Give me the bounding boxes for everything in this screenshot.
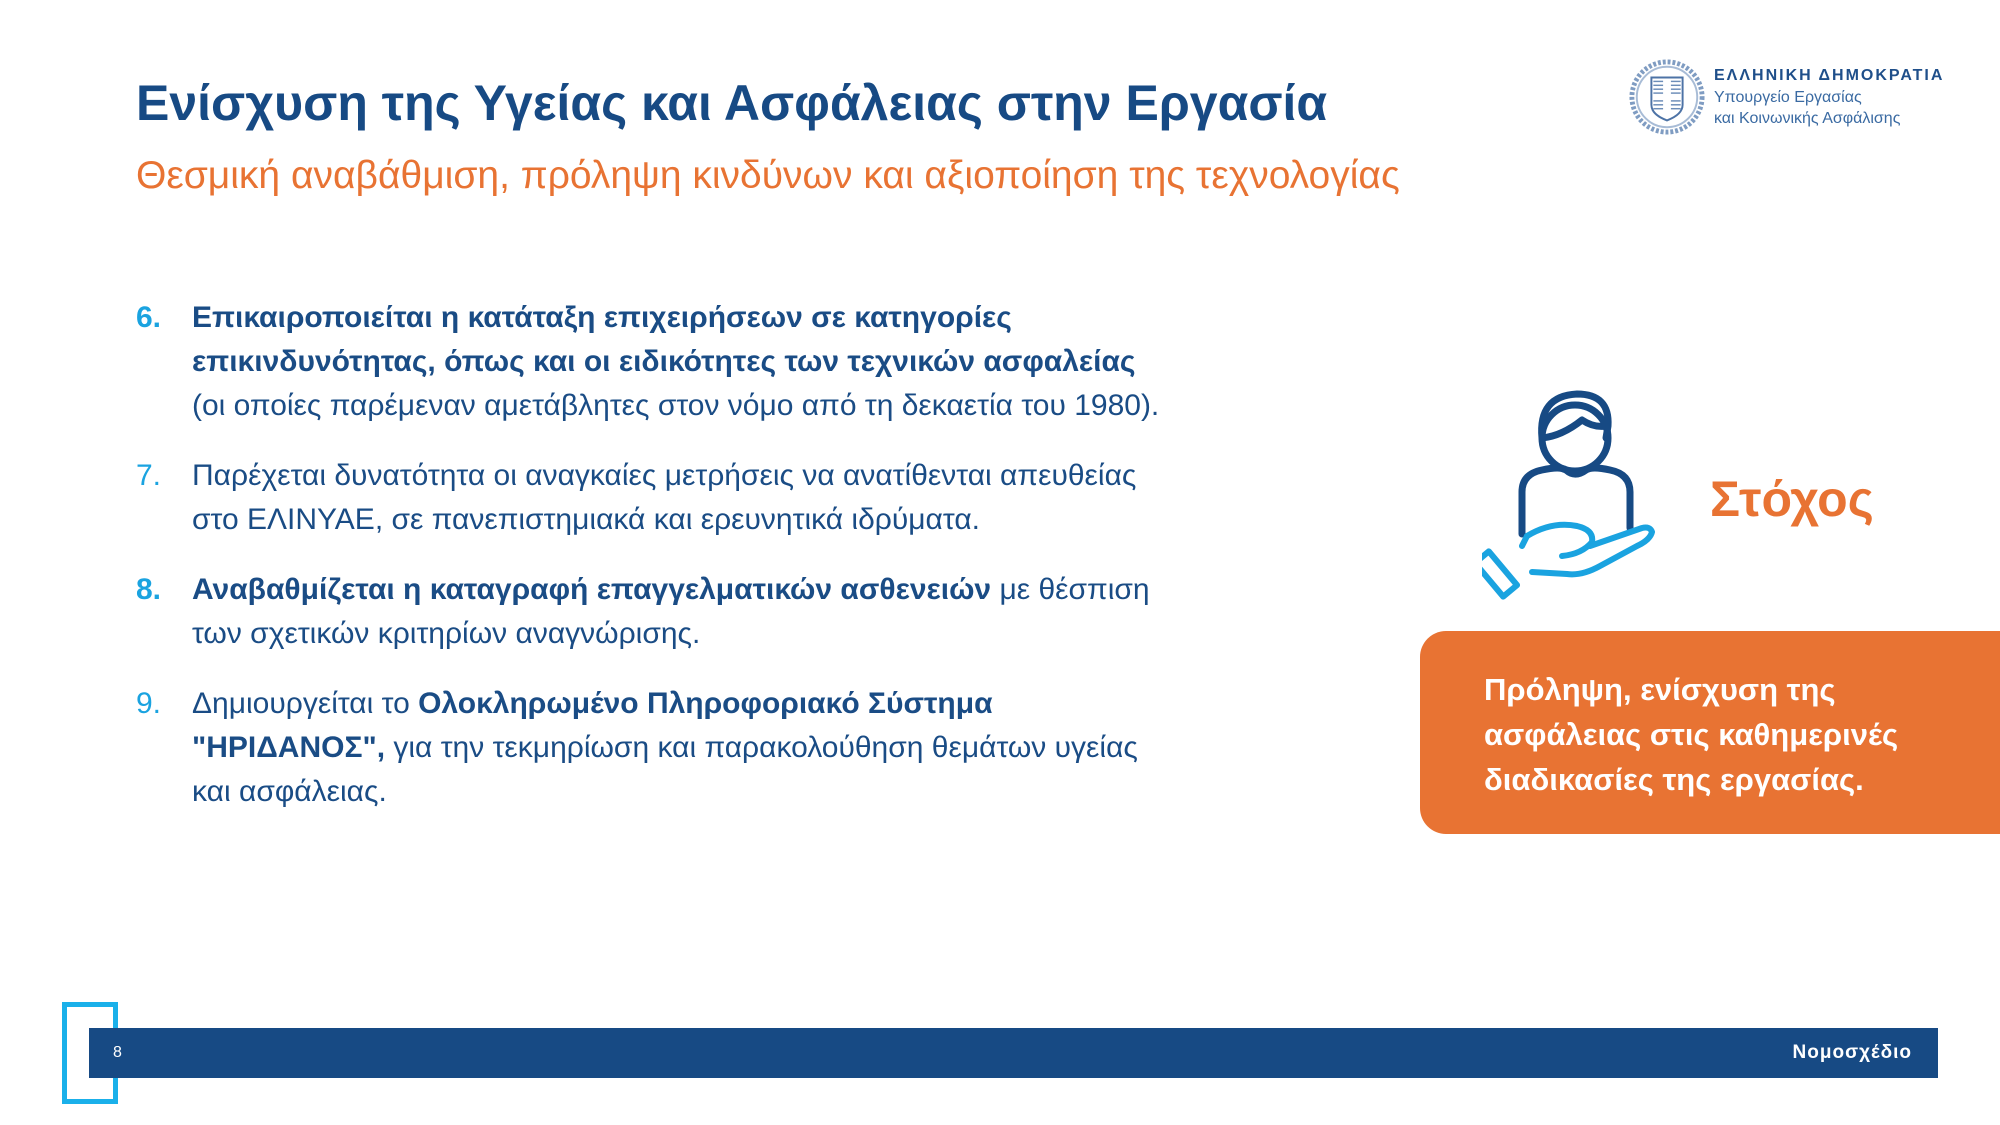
document-type: Νομοσχέδιο: [1792, 1042, 1912, 1063]
greek-coat-of-arms-icon: [1628, 58, 1706, 136]
item-text-bold: Επικαιροποιείται η κατάταξη επιχειρήσεων σε κατηγορίες επικινδυνότητας, όπως και οι ειδικότητες των τεχνικών ασφαλείας: [192, 301, 1136, 378]
list-item: [136, 568, 1176, 656]
page-number: 8: [113, 1044, 122, 1061]
item-text-regular: με θέσπιση των σχετικών κριτηρίων αναγνώρισης.: [192, 573, 1150, 650]
logo-ministry-line1: Υπουργείο Εργασίας: [1714, 89, 1862, 106]
item-text: Παρέχεται δυνατότητα οι αναγκαίες μετρήσεις να ανατίθενται απευθείας στο ΕΛΙΝΥΑΕ, σε πανεπιστημιακά και ερευνητικά ιδρύματα.: [192, 459, 1137, 536]
page-title: Ενίσχυση της Υγείας και Ασφάλειας στην Εργασία: [136, 75, 1328, 131]
person-hand-care-icon: [1482, 386, 1668, 600]
item-text-regular: (οι οποίες παρέμεναν αμετάβλητες στον νόμο από τη δεκαετία του 1980).: [192, 389, 1160, 422]
footer-bar: [89, 1028, 1938, 1078]
list-item: [136, 454, 1176, 542]
list-item: [136, 296, 1176, 428]
item-number: 6.: [136, 301, 162, 334]
item-text: [192, 296, 1176, 428]
item-text: [192, 568, 1176, 656]
item-text-regular: για την τεκμηρίωση και παρακολούθηση θεμάτων υγείας και ασφάλειας.: [192, 731, 1138, 808]
item-text-regular: Δημιουργείται το: [192, 687, 419, 720]
list-item: [136, 682, 1176, 814]
page-subtitle: Θεσμική αναβάθμιση, πρόληψη κινδύνων και αξιοποίηση της τεχνολογίας: [136, 154, 1400, 197]
item-number: 7.: [136, 459, 162, 492]
goal-text: Πρόληψη, ενίσχυση της ασφάλειας στις καθημερινές διαδικασίες της εργασίας.: [1484, 672, 1899, 797]
item-text-bold: Αναβαθμίζεται η καταγραφή επαγγελματικών ασθενειών: [192, 573, 992, 606]
logo-ministry-line2: και Κοινωνικής Ασφάλισης: [1714, 110, 1901, 127]
logo-country: ΕΛΛΗΝΙΚΗ ΔΗΜΟΚΡΑΤΙΑ: [1714, 67, 1945, 84]
goal-box: [1420, 631, 2000, 834]
measures-list: [136, 296, 1176, 840]
item-text-bold: Ολοκληρωμένο Πληροφοριακό Σύστημα "ΗΡΙΔΑΝΟΣ",: [192, 687, 993, 764]
ministry-logo: [1628, 58, 1944, 136]
item-number: 9.: [136, 687, 162, 720]
item-text: [192, 682, 1176, 814]
item-number: 8.: [136, 573, 162, 606]
goal-heading: Στόχος: [1710, 471, 1874, 527]
